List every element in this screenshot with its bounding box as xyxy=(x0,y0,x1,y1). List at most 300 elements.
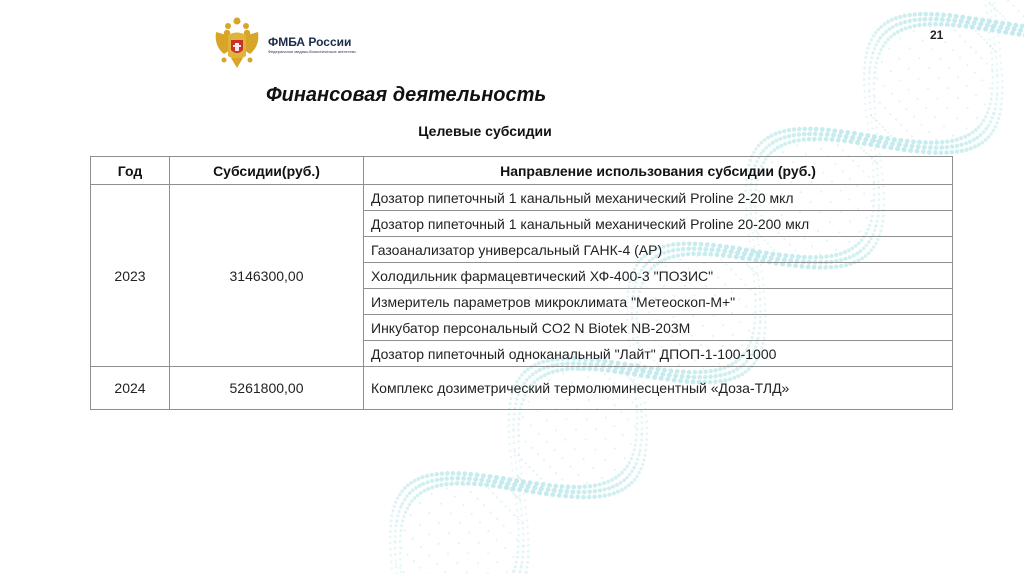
dna-dot xyxy=(868,95,871,98)
dna-rung-dot xyxy=(796,144,798,146)
dna-dot xyxy=(989,10,991,12)
dna-dot xyxy=(945,145,950,150)
dna-rung-dot xyxy=(513,514,515,516)
dna-dot xyxy=(873,88,876,91)
dna-rung-dot xyxy=(1004,18,1006,20)
dna-dot xyxy=(869,108,871,110)
dna-rung-dot xyxy=(449,512,451,514)
dna-dot xyxy=(908,19,912,23)
dna-dot xyxy=(995,121,998,124)
dna-rung-dot xyxy=(989,2,991,4)
dna-dot xyxy=(935,12,940,17)
dna-dot xyxy=(524,499,526,501)
dna-rung-dot xyxy=(1017,10,1019,12)
dna-rung-dot xyxy=(448,532,450,534)
dna-dot xyxy=(913,12,918,17)
dna-rung-dot xyxy=(468,532,470,534)
dna-dot xyxy=(994,20,999,25)
dna-dot xyxy=(991,76,994,79)
dna-dot xyxy=(641,427,644,430)
dna-rung-dot xyxy=(454,496,456,498)
header-year: Год xyxy=(91,157,170,185)
dna-dot xyxy=(866,47,869,50)
dna-rung-dot xyxy=(592,467,594,469)
dna-dot xyxy=(514,565,517,568)
dna-dot xyxy=(918,12,923,17)
dna-dot xyxy=(522,533,525,536)
dna-rung-dot xyxy=(404,529,406,531)
dna-dot xyxy=(390,514,393,517)
dna-dot xyxy=(440,471,445,476)
dna-rung-dot xyxy=(906,108,908,110)
dna-dot xyxy=(514,461,516,463)
dna-dot xyxy=(516,556,519,559)
dna-dot xyxy=(511,469,513,471)
dna-dot xyxy=(512,569,515,572)
dna-rung-dot xyxy=(492,492,494,494)
dna-dot xyxy=(986,135,990,139)
dna-dot xyxy=(772,148,776,152)
dna-dot xyxy=(399,552,402,555)
dna-dot xyxy=(475,472,480,477)
dna-dot xyxy=(886,38,890,42)
dna-rung-dot xyxy=(527,486,529,488)
dna-dot xyxy=(991,70,994,73)
dna-dot xyxy=(995,56,997,58)
dna-dot xyxy=(467,476,472,481)
dna-rung-dot xyxy=(899,144,901,146)
dna-rung-dot xyxy=(593,490,595,492)
dna-rung-dot xyxy=(909,47,911,49)
dna-dot xyxy=(1001,92,1004,95)
dna-dot xyxy=(905,139,910,144)
dna-dot xyxy=(508,437,511,440)
dna-dot xyxy=(522,539,525,542)
dna-dot xyxy=(868,42,871,45)
dna-rung-dot xyxy=(772,141,774,143)
section-subtitle: Целевые субсидии xyxy=(418,123,552,139)
dna-rung-dot xyxy=(421,483,423,485)
dna-dot xyxy=(519,466,521,468)
dna-dot xyxy=(403,486,407,490)
dna-dot xyxy=(894,16,898,20)
dna-rung-dot xyxy=(543,459,545,461)
dna-dot xyxy=(517,522,520,525)
dna-rung-dot xyxy=(594,449,596,451)
dna-dot xyxy=(754,147,758,151)
dna-dot xyxy=(991,116,994,119)
dna-dot xyxy=(863,72,866,75)
dna-rung-dot xyxy=(412,538,414,540)
dna-rung-dot xyxy=(820,148,822,150)
dna-dot xyxy=(864,56,867,59)
dna-dot xyxy=(633,478,637,482)
dna-dot xyxy=(444,476,449,481)
dna-dot xyxy=(512,418,515,421)
table-row xyxy=(91,185,953,211)
dna-rung-dot xyxy=(837,144,839,146)
dna-rung-dot xyxy=(975,30,977,32)
dna-dot xyxy=(520,473,522,475)
dna-rung-dot xyxy=(509,510,511,512)
dna-dot xyxy=(527,544,530,547)
dna-dot xyxy=(984,138,988,142)
dna-dot xyxy=(445,471,450,476)
dna-dot xyxy=(587,495,592,500)
dna-dot xyxy=(508,443,511,446)
dna-dot xyxy=(426,487,430,491)
logo-subtitle: Федеральное медико-биологическое агентство xyxy=(268,48,356,54)
dna-rung-dot xyxy=(996,95,998,97)
dna-rung-dot xyxy=(490,511,492,513)
dna-dot xyxy=(526,526,529,529)
dna-dot xyxy=(923,140,928,145)
dna-rung-dot xyxy=(1012,26,1014,28)
dna-rung-dot xyxy=(761,151,763,153)
dna-rung-dot xyxy=(1007,20,1009,22)
dna-dot xyxy=(977,125,981,129)
dna-rung-dot xyxy=(546,420,548,422)
dna-rung-dot xyxy=(977,33,979,35)
dna-rung-dot xyxy=(400,547,402,549)
dna-rung-dot xyxy=(614,469,616,471)
dna-dot xyxy=(903,14,907,18)
dna-dot xyxy=(526,519,528,521)
dna-rung-dot xyxy=(516,538,518,540)
dna-dot xyxy=(635,433,638,436)
dna-dot xyxy=(875,43,878,46)
dna-rung-dot xyxy=(863,149,865,151)
dna-rung-dot xyxy=(986,63,988,65)
dna-rung-dot xyxy=(487,488,489,490)
dna-rung-dot xyxy=(899,37,901,39)
dna-dot xyxy=(396,497,399,500)
dna-dot xyxy=(517,429,520,432)
dna-dot xyxy=(620,471,624,475)
dna-dot xyxy=(598,488,602,492)
dna-dot xyxy=(922,22,927,27)
dna-dot xyxy=(873,77,876,80)
dna-dot xyxy=(461,476,466,481)
dna-dot xyxy=(641,422,644,425)
dna-dot xyxy=(514,478,519,483)
dna-dot xyxy=(389,536,392,539)
dna-dot xyxy=(993,2,995,4)
dna-rung-dot xyxy=(521,458,523,460)
dna-rung-dot xyxy=(512,556,514,558)
dna-rung-dot xyxy=(462,504,464,506)
dna-dot xyxy=(394,559,397,562)
dna-dot xyxy=(792,139,796,143)
dna-rung-dot xyxy=(931,48,933,50)
dna-dot xyxy=(390,519,393,522)
dna-dot xyxy=(779,144,783,148)
dna-dot xyxy=(598,482,602,486)
dna-dot xyxy=(417,477,421,481)
dna-dot xyxy=(546,487,551,492)
dna-rung-dot xyxy=(975,52,977,54)
dna-dot xyxy=(518,447,521,450)
dna-rung-dot xyxy=(564,439,566,441)
dna-rung-dot xyxy=(500,501,502,503)
dna-dot xyxy=(517,545,520,548)
dna-dot xyxy=(863,78,866,81)
dna-dot xyxy=(507,430,510,433)
dna-rung-dot xyxy=(872,52,874,54)
dna-dot xyxy=(941,12,946,17)
dna-dot xyxy=(576,490,581,495)
dna-dot xyxy=(639,467,642,470)
dna-dot xyxy=(598,494,602,498)
dna-rung-dot xyxy=(561,478,563,480)
dna-rung-dot xyxy=(604,459,606,461)
dna-rung-dot xyxy=(1012,5,1014,7)
dna-rung-dot xyxy=(925,107,927,109)
dna-rung-dot xyxy=(522,416,524,418)
dna-dot xyxy=(1001,97,1004,100)
dna-rung-dot xyxy=(627,418,629,420)
dna-rung-dot xyxy=(436,563,438,565)
dna-rung-dot xyxy=(898,58,900,60)
dna-dot xyxy=(969,146,973,150)
dna-dot xyxy=(606,480,610,484)
dna-dot xyxy=(419,491,423,495)
dna-rung-dot xyxy=(509,531,511,533)
dna-dot xyxy=(519,494,521,496)
dna-rung-dot xyxy=(546,441,548,443)
dna-rung-dot xyxy=(518,497,520,499)
dna-dot xyxy=(625,476,629,480)
dna-rung-dot xyxy=(913,30,915,32)
dna-dot xyxy=(550,492,555,497)
dna-rung-dot xyxy=(813,140,815,142)
dna-rung-dot xyxy=(966,85,968,87)
dna-rung-dot xyxy=(605,438,607,440)
dna-rung-dot xyxy=(991,68,993,70)
double-headed-eagle-emblem-icon xyxy=(212,16,262,74)
dna-rung-dot xyxy=(504,484,506,486)
dna-dot xyxy=(527,538,530,541)
dna-rung-dot xyxy=(937,97,939,99)
dna-dot xyxy=(1000,103,1003,106)
dna-dot xyxy=(873,47,876,50)
dna-rung-dot xyxy=(605,417,607,419)
dna-dot xyxy=(641,463,644,466)
dna-dot xyxy=(971,131,975,135)
dna-rung-dot xyxy=(999,12,1001,14)
dna-rung-dot xyxy=(595,428,597,430)
dna-rung-dot xyxy=(991,4,993,6)
dna-dot xyxy=(873,82,876,85)
dna-dot xyxy=(512,423,515,426)
dna-rung-dot xyxy=(519,434,521,436)
dna-rung-dot xyxy=(496,518,498,520)
dna-rung-dot xyxy=(832,139,834,141)
dna-rung-dot xyxy=(630,443,632,445)
dna-dot xyxy=(998,48,1000,50)
dna-rung-dot xyxy=(504,547,506,549)
dna-rung-dot xyxy=(624,479,626,481)
dna-dot xyxy=(636,411,639,414)
year-cell: 2023 xyxy=(91,185,170,367)
dna-dot xyxy=(934,17,939,22)
dna-rung-dot xyxy=(419,567,421,569)
dna-dot xyxy=(510,463,512,465)
subsidies-table xyxy=(90,156,953,410)
dna-rung-dot xyxy=(948,24,950,26)
dna-rung-dot xyxy=(928,67,930,69)
dna-rung-dot xyxy=(586,482,588,484)
dna-rung-dot xyxy=(428,533,430,535)
dna-dot xyxy=(516,509,518,511)
fmba-logo xyxy=(212,16,356,74)
dna-dot xyxy=(989,102,992,105)
dna-dot xyxy=(993,107,996,110)
dna-dot xyxy=(865,51,868,54)
dna-rung-dot xyxy=(917,77,919,79)
dna-dot xyxy=(643,454,646,457)
table-header-row xyxy=(91,157,953,185)
dna-dot xyxy=(878,146,880,148)
dna-rung-dot xyxy=(458,542,460,544)
logo-title: ФМБА России xyxy=(268,34,352,49)
dna-dot xyxy=(873,94,876,97)
dna-dot xyxy=(510,456,512,458)
dna-dot xyxy=(620,488,624,492)
dna-rung-dot xyxy=(622,434,624,436)
dna-dot xyxy=(626,464,629,467)
dna-rung-dot xyxy=(487,530,489,532)
dna-rung-dot xyxy=(483,483,485,485)
dna-dot xyxy=(863,90,866,93)
dna-dot xyxy=(864,103,866,105)
dna-rung-dot xyxy=(428,554,430,556)
dna-dot xyxy=(787,140,791,144)
dna-dot xyxy=(985,5,987,7)
dna-rung-dot xyxy=(394,540,396,542)
dna-dot xyxy=(614,476,618,480)
dna-dot xyxy=(617,473,621,477)
dna-dot xyxy=(916,144,921,149)
dna-dot xyxy=(516,516,519,519)
dna-dot xyxy=(870,149,872,151)
dna-dot xyxy=(577,485,582,490)
dna-dot xyxy=(399,540,402,543)
dna-dot xyxy=(989,120,992,123)
dna-dot xyxy=(946,18,951,23)
dna-dot xyxy=(910,144,915,149)
dna-dot xyxy=(884,41,888,45)
dna-dot xyxy=(423,489,427,493)
dna-dot xyxy=(587,490,592,495)
dna-rung-dot xyxy=(972,27,974,29)
dna-dot xyxy=(757,144,761,148)
dna-dot xyxy=(877,139,879,141)
dna-dot xyxy=(994,15,996,17)
dna-rung-dot xyxy=(496,496,498,498)
dna-rung-dot xyxy=(986,42,988,44)
dna-dot xyxy=(989,132,993,136)
dna-dot xyxy=(944,150,949,155)
dna-dot xyxy=(426,480,430,484)
dna-dot xyxy=(522,550,525,553)
dna-dot xyxy=(390,554,393,557)
dna-dot xyxy=(389,525,392,528)
dna-dot xyxy=(525,513,527,515)
dna-dot xyxy=(991,82,994,85)
dna-rung-dot xyxy=(570,466,572,468)
dna-dot xyxy=(456,471,461,476)
dna-dot xyxy=(634,444,637,447)
dna-dot xyxy=(982,130,986,134)
dna-dot xyxy=(912,24,916,28)
dna-dot xyxy=(484,483,489,488)
dna-rung-dot xyxy=(895,118,897,120)
dna-rung-dot xyxy=(403,571,405,573)
dna-dot xyxy=(517,540,520,543)
dna-dot xyxy=(899,28,903,32)
dna-dot xyxy=(874,148,876,150)
dna-rung-dot xyxy=(947,87,949,89)
dna-rung-dot xyxy=(984,103,986,105)
dna-rung-dot xyxy=(879,38,881,40)
dna-dot xyxy=(394,530,397,533)
dna-dot xyxy=(996,87,999,90)
dna-dot xyxy=(444,482,448,486)
dna-dot xyxy=(581,495,586,500)
dna-dot xyxy=(640,438,643,441)
dna-dot xyxy=(973,17,978,22)
dna-dot xyxy=(977,143,981,147)
dna-rung-dot xyxy=(935,139,937,141)
dna-dot xyxy=(507,424,510,427)
dna-rung-dot xyxy=(986,127,988,129)
dna-rung-dot xyxy=(519,499,521,501)
dna-dot xyxy=(986,111,989,114)
dna-dot xyxy=(644,449,647,452)
purpose-cell: Измеритель параметров микроклимата "Метеоскоп-М+" xyxy=(364,289,953,315)
dna-rung-dot xyxy=(470,491,472,493)
dna-dot xyxy=(865,109,867,111)
dna-rung-dot xyxy=(551,489,553,491)
dna-rung-dot xyxy=(842,149,844,151)
dna-dot xyxy=(996,81,999,84)
dna-dot xyxy=(876,57,879,60)
dna-dot xyxy=(995,63,998,66)
dna-rung-dot xyxy=(866,152,868,154)
dna-rung-dot xyxy=(419,502,421,504)
dna-dot xyxy=(990,17,992,19)
dna-rung-dot xyxy=(396,521,398,523)
dna-dot xyxy=(892,32,896,36)
dna-dot xyxy=(769,151,773,155)
dna-dot xyxy=(646,432,649,435)
dna-dot xyxy=(513,442,516,445)
dna-dot xyxy=(999,108,1002,111)
dna-dot xyxy=(902,147,907,152)
dna-dot xyxy=(592,495,597,500)
dna-dot xyxy=(434,472,438,476)
dna-rung-dot xyxy=(1015,28,1017,30)
dna-rung-dot xyxy=(1007,0,1009,2)
dna-rung-dot xyxy=(993,113,995,115)
purpose-cell: Комплекс дозиметрический термолюминесцентный «Доза-ТЛД» xyxy=(364,367,953,410)
dna-rung-dot xyxy=(517,454,519,456)
dna-dot xyxy=(509,449,511,451)
dna-dot xyxy=(968,140,972,144)
purpose-cell: Дозатор пипеточный 1 канальный механический Proline 2-20 мкл xyxy=(364,185,953,211)
dna-dot xyxy=(515,503,517,505)
